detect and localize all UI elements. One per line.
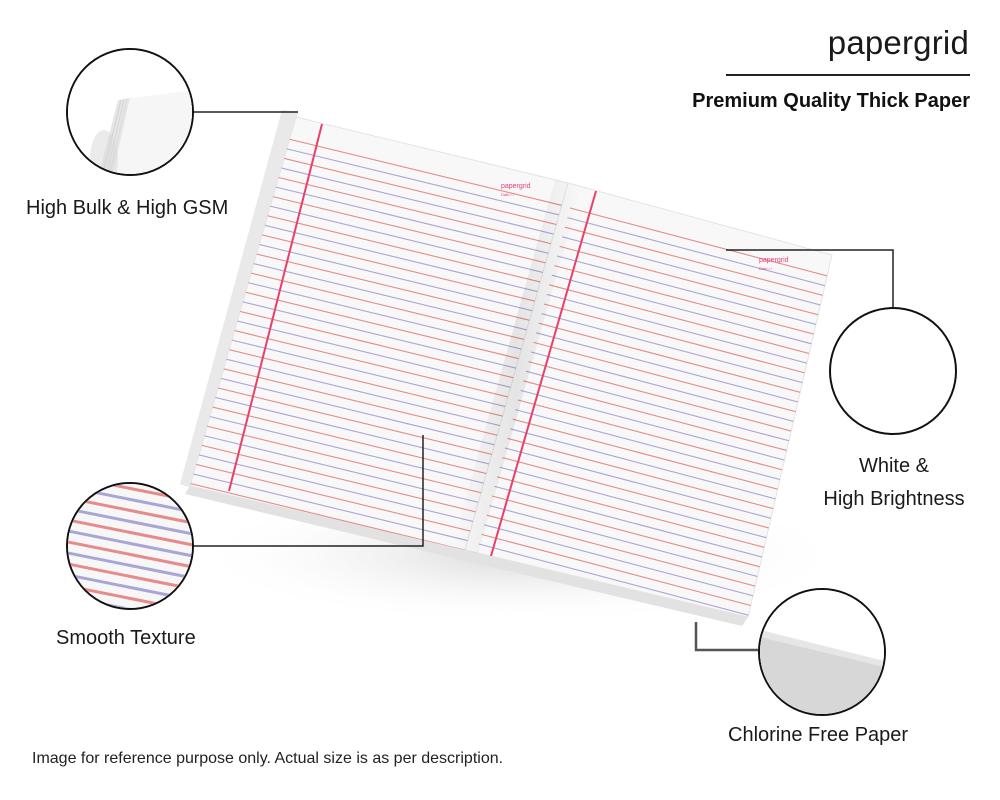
feature-label-high-bulk: High Bulk & High GSM (26, 197, 229, 219)
leader-white (726, 250, 893, 308)
ruled-lines-icon (66, 482, 194, 610)
right-page-date: Date / / (759, 266, 772, 271)
paper-stack-icon (66, 48, 194, 176)
feature-label-white-line1: White & (858, 455, 930, 477)
paper-edge-icon (758, 588, 886, 716)
white-paper-icon (829, 307, 957, 435)
left-page-brand: papergrid (501, 183, 531, 190)
leader-smooth (188, 435, 423, 546)
right-page-brand: papergrid (759, 257, 789, 264)
feature-label-white-line2: High Brightness (823, 488, 965, 510)
left-page-date: Date / / (501, 192, 514, 197)
tagline: Premium Quality Thick Paper (692, 90, 970, 112)
feature-label-chlorine: Chlorine Free Paper (728, 724, 909, 746)
feature-label-white (820, 450, 968, 516)
brand-logo-text: papergrid (827, 24, 969, 61)
feature-label-smooth: Smooth Texture (56, 627, 196, 649)
disclaimer-text: Image for reference purpose only. Actual size is as per description. (32, 750, 504, 767)
leader-chlorine (696, 622, 758, 650)
header-divider (726, 74, 970, 76)
